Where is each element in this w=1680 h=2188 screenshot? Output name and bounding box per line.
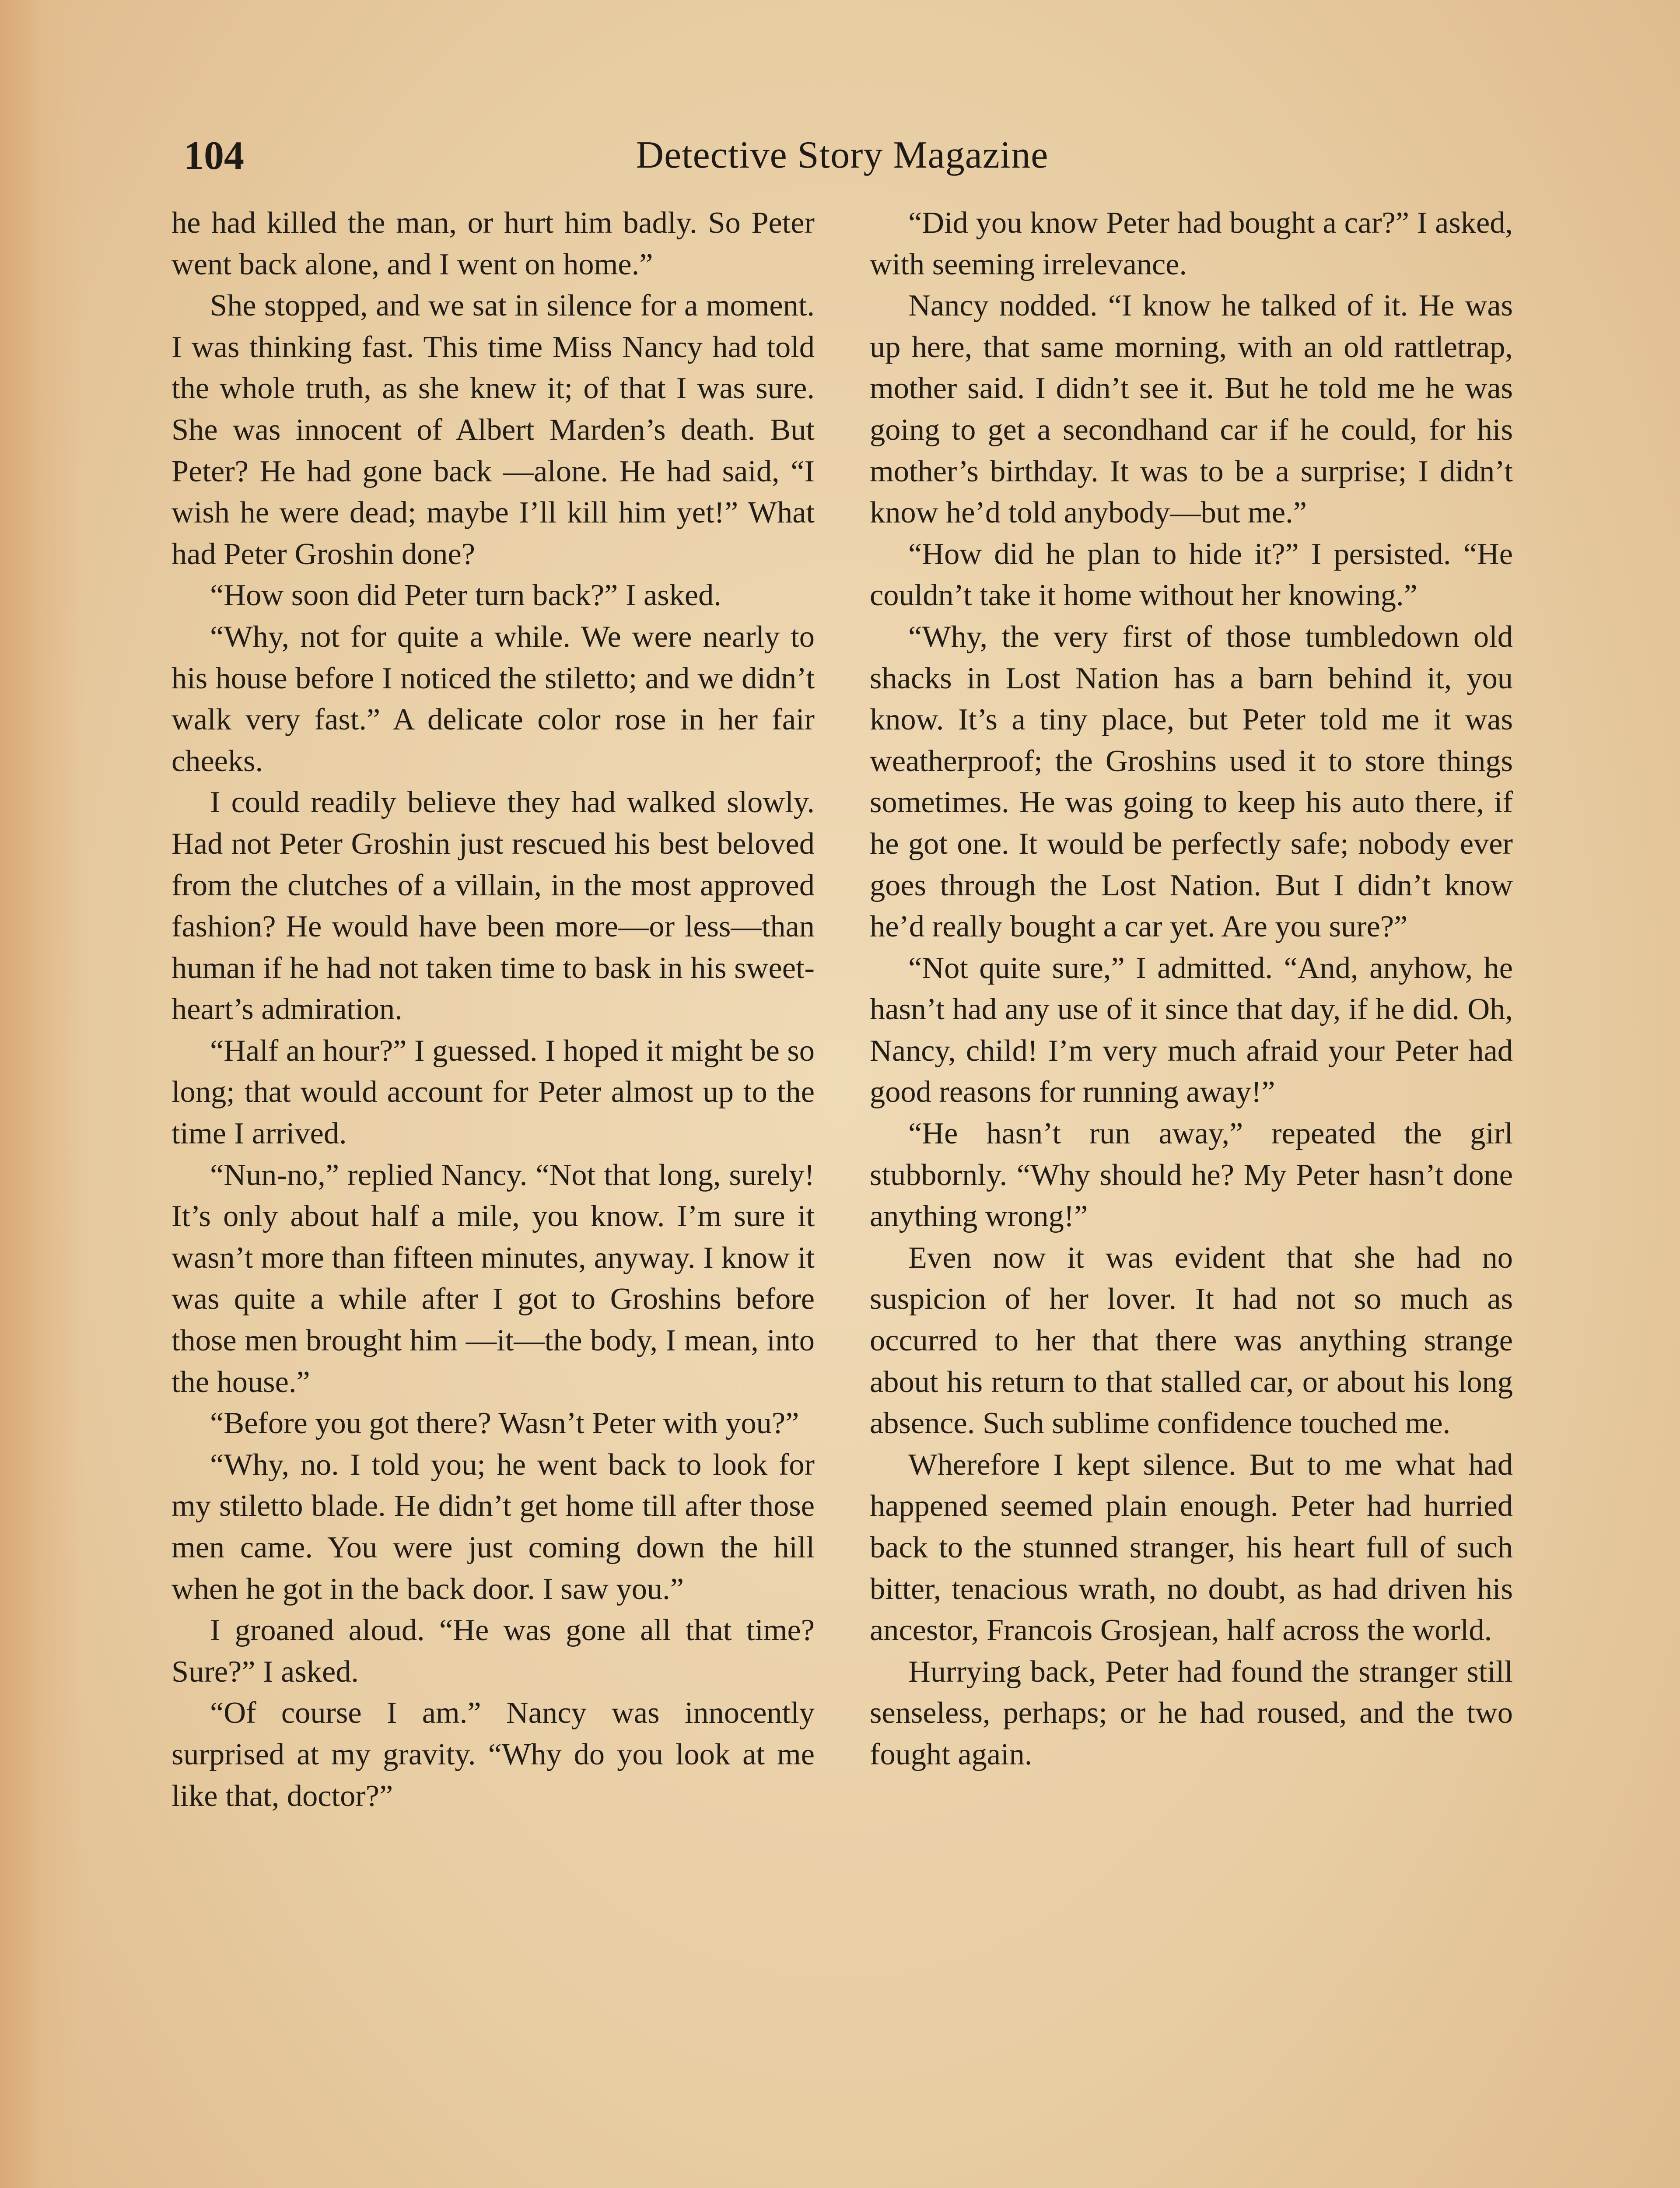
paragraph: he had killed the man, or hurt him badly. So Peter went back alone, and I went on home.” [172,206,815,281]
paragraph: I groaned aloud. “He was gone all that time? Sure?” I asked. [172,1613,815,1689]
paragraph: “How soon did Peter turn back?” I asked. [210,578,721,613]
paragraph: “Nun-no,” replied Nancy. “Not that long, surely! It’s only about half a mile, you know. I’m sure it wasn’t more than fifteen minutes, anyway. I know it was quite a while after I got to Groshins before those men brought him —it—the body, I mean, into the house.” [172,1157,815,1399]
page-edge-shading [0,0,83,2188]
text-column-right [870,202,1513,1775]
paragraph: “Why, the very first of those tumbledown old shacks in Lost Nation has a barn behind it, you know. It’s a tiny place, but Peter told me it was weatherproof; the Groshins used it to store things sometimes. He was going to keep his auto there, if he got one. It would be perfectly safe; nobody ever goes through the Lost Nation. But I didn’t know he’d really bought a car yet. Are you sure?” [870,619,1513,944]
paragraph: “Of course I am.” Nancy was innocently surprised at my gravity. “Why do you look at me like that, doctor?” [172,1696,815,1813]
page-header [175,127,1509,184]
paragraph: “He hasn’t run away,” repeated the girl stubbornly. “Why should he? My Peter hasn’t done anything wrong!” [870,1116,1513,1234]
paragraph: I could readily believe they had walked slowly. Had not Peter Groshin just rescued his best beloved from the clutches of a villain, in the most approved fashion? He would have been more—or less—than human if he had not taken time to bask in his sweetheart’s admiration. [172,785,815,1027]
running-head: Detective Story Magazine [636,134,1049,176]
paragraph: “Why, no. I told you; he went back to look for my stiletto blade. He didn’t get home till after those men came. You were just coming down the hill when he got in the back door. I saw you.” [172,1447,815,1606]
paragraph: “Before you got there? Wasn’t Peter with you?” [210,1406,799,1441]
paragraph: Nancy nodded. “I know he talked of it. He was up here, that same morning, with an old rattletrap, mother said. I didn’t see it. But he told me he was going to get a secondhand car if he could, for his mother’s birthday. It was to be a surprise; I didn’t know he’d told anybody—but me.” [870,288,1513,530]
paragraph: Wherefore I kept silence. But to me what had happened seemed plain enough. Peter had hurried back to the stunned stranger, his heart full of such bitter, tenacious wrath, no doubt, as had driven his ancestor, Francois Grosjean, half across the world. [870,1447,1513,1648]
paragraph: Even now it was evident that she had no suspicion of her lover. It had not so much as occurred to her that there was anything strange about his return to that stalled car, or about his long absence. Such sublime confidence touched me. [870,1240,1513,1441]
paragraph: “Half an hour?” I guessed. I hoped it might be so long; that would account for Peter almost up to the time I arrived. [172,1033,815,1151]
text-column-left [172,202,815,1816]
paragraph: “Why, not for quite a while. We were nearly to his house before I noticed the stiletto; and we didn’t walk very fast.” A delicate color rose in her fair cheeks. [172,619,815,778]
page-number: 104 [184,133,244,178]
paragraph: “How did he plan to hide it?” I persisted. “He couldn’t take it home without her knowing.” [870,536,1513,613]
paragraph: “Did you know Peter had bought a car?” I asked, with seeming irrelevance. [870,206,1513,281]
paragraph: She stopped, and we sat in silence for a moment. I was thinking fast. This time Miss Nancy had told the whole truth, as she knew it; of that I was sure. She was innocent of Albert Marden’s death. But Peter? He had gone back —alone. He had said, “I wish he were dead; maybe I’ll kill him yet!” What had Peter Groshin done? [172,288,815,571]
paragraph: Hurrying back, Peter had found the stranger still senseless, perhaps; or he had roused, and the two fought again. [870,1654,1513,1771]
paragraph: “Not quite sure,” I admitted. “And, anyhow, he hasn’t had any use of it since that day, if he did. Oh, Nancy, child! I’m very much afraid your Peter had good reasons for running away!” [870,950,1513,1109]
